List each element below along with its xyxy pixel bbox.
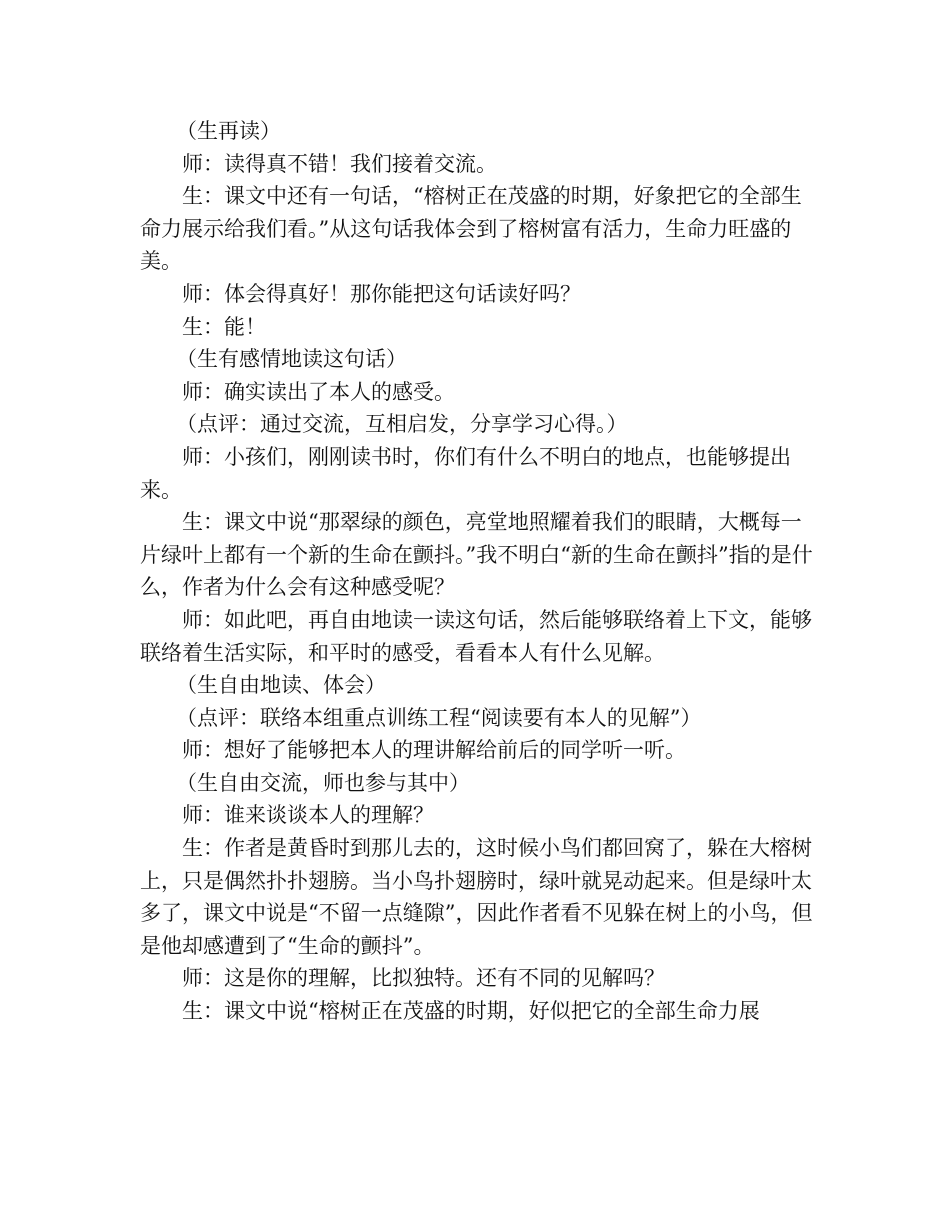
paragraph-teacher-unique: 师：这是你的理解，比拟独特。还有不同的见解吗？ [182,966,665,991]
paragraph-teacher-share: 师：想好了能够把本人的理讲解给前后的同学听一听。 [182,738,686,763]
paragraph-comment-exchange: （点评：通过交流，互相启发，分享学习心得。） [176,412,628,437]
paragraph-student-lush-period: 生：课文中说“榕树正在茂盛的时期，好似把它的全部生命力展 [182,999,760,1024]
paragraph-teacher-questions: 师：小孩们，刚刚读书时，你们有什么不明白的地点，也能够提出来。 [140,444,791,502]
paragraph-student-reads-expressively: （生有感情地读这句话） [176,347,407,372]
paragraph-teacher-ask-read: 师：体会得真好！那你能把这句话读好吗？ [182,281,581,306]
paragraph-student-free-reading: （生自由地读、体会） [176,673,386,698]
paragraph-student-free-exchange: （生自由交流，师也参与其中） [176,770,470,795]
paragraph-teacher-feeling: 师：确实读出了本人的感受。 [182,379,455,404]
paragraph-comment-training: （点评：联络本组重点训练工程“阅读要有本人的见解”） [176,705,702,730]
paragraph-student-birds: 生：作者是黄昏时到那儿去的，这时候小鸟们都回窝了，躲在大榕树上，只是偶然扑扑翅膀。当小鸟扑翅膀时，绿叶就晃动起来。但是绿叶太多了，课文中说是“不留一点缝隙”，因此作者看不见躲在树上的小鸟，但是他却感遭到了“生命的颤抖”。 [140,836,813,958]
paragraph-teacher-reread: 师：如此吧，再自由地读一读这句话，然后能够联络着上下文，能够联络着生活实际，和平时的感受，看看本人有什么见解。 [140,607,812,665]
paragraph-teacher-praise: 师：读得真不错！我们接着交流。 [182,151,497,176]
paragraph-student-trembling-question: 生：课文中说“那翠绿的颜色，亮堂地照耀着我们的眼睛，大概每一片绿叶上都有一个新的生命在颤抖。”我不明白“新的生命在颤抖”指的是什么，作者为什么会有这种感受呢？ [140,510,813,600]
paragraph-student-rereads: （生再读） [176,119,281,143]
paragraph-student-banyan-quote: 生：课文中还有一句话，“榕树正在茂盛的时期，好象把它的全部生命力展示给我们看。”从这句话我体会到了榕树富有活力，生命力旺盛的美。 [140,184,802,274]
paragraph-teacher-who: 师：谁来谈谈本人的理解？ [182,803,434,828]
document-body [140,115,815,1028]
paragraph-student-yes: 生：能！ [182,314,266,339]
